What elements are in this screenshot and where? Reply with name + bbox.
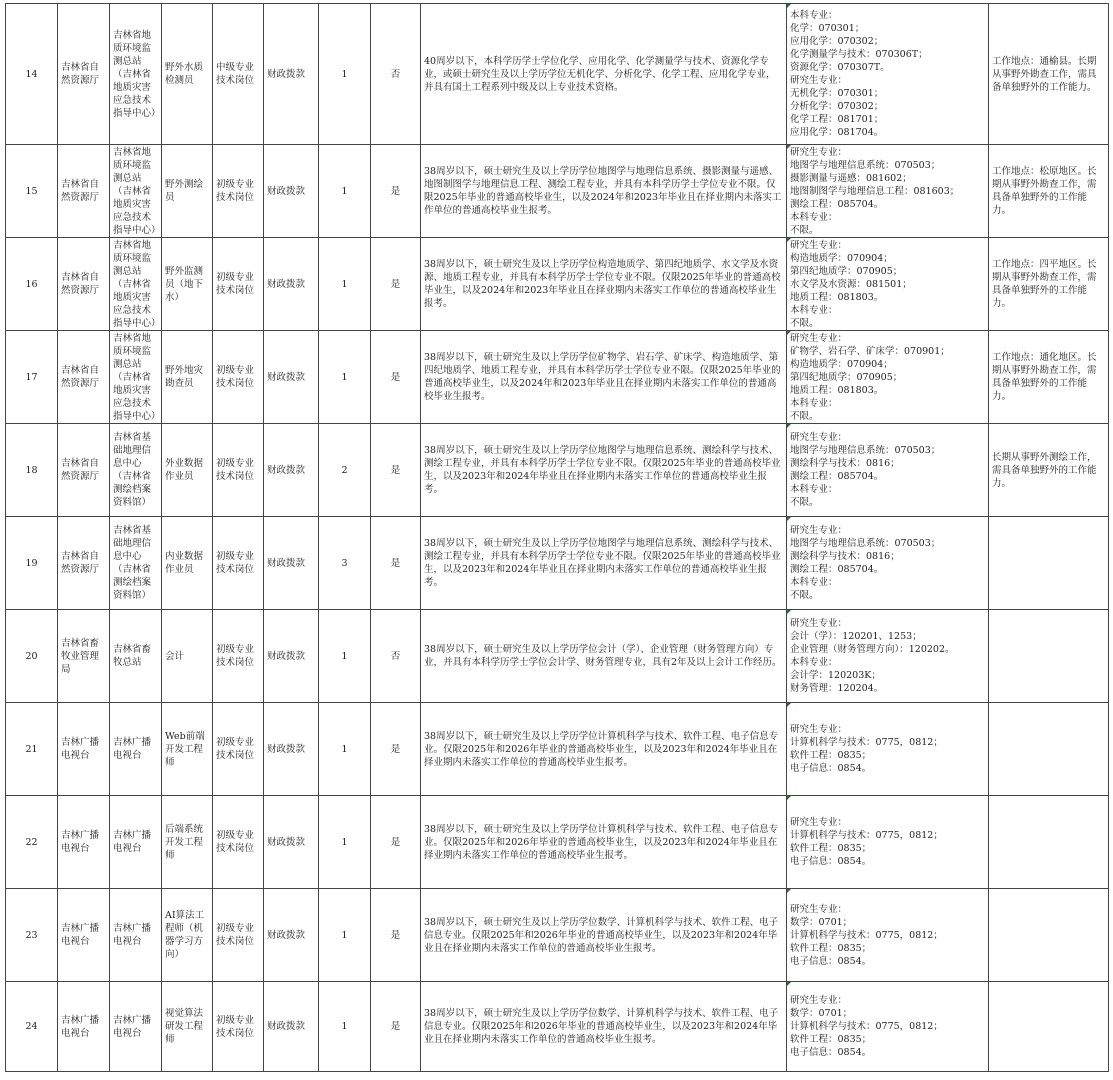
major-line: 应用化学：070302； xyxy=(790,36,884,47)
major-line: 应用化学：081704。 xyxy=(790,127,884,138)
major-line: 本科专业： xyxy=(790,211,838,223)
notes-cell: 工作地点：通榆县。长期从事野外勘查工作，需具备单独野外的工作能力。 xyxy=(989,4,1109,145)
major-line: 电子信息：0854。 xyxy=(790,763,872,774)
major-line: 计算机科学与技术：0775，0812； xyxy=(790,737,943,748)
table-body xyxy=(6,4,1109,1072)
seq-cell: 18 xyxy=(6,424,58,517)
major-line: 分析化学：070302； xyxy=(790,101,884,112)
unit-cell: 吉林省地质环境监测总站（吉林省地质灾害应急技术指导中心） xyxy=(110,238,162,331)
unit-cell: 吉林广播电视台 xyxy=(110,796,162,889)
major-line: 研究生专业： xyxy=(790,995,848,1006)
notes-cell: 工作地点：通化地区。长期从事野外勘查工作，需具备单独野外的工作能力。 xyxy=(989,331,1109,424)
graduate-only-cell: 是 xyxy=(371,796,421,889)
major-line: 化学工程：081701； xyxy=(790,114,884,125)
funding-type-cell: 财政拨款 xyxy=(264,238,319,331)
major-line: 地质工程：081803。 xyxy=(790,291,884,303)
headcount-cell: 1 xyxy=(319,331,371,424)
major-line: 计算机科学与技术：0775，0812； xyxy=(790,929,943,941)
headcount-cell: 1 xyxy=(319,238,371,331)
funding-type-cell: 财政拨款 xyxy=(264,889,319,982)
major-line: 测绘工程：085704。 xyxy=(790,564,884,575)
major-line: 电子信息：0854。 xyxy=(790,856,872,867)
position-name-cell: AI算法工程师（机器学习方向） xyxy=(162,889,213,982)
majors-cell xyxy=(787,517,989,610)
headcount-cell: 1 xyxy=(319,4,371,145)
position-category-cell: 中级专业技术岗位 xyxy=(213,4,264,145)
position-category-cell: 初级专业技术岗位 xyxy=(213,796,264,889)
position-category-cell: 初级专业技术岗位 xyxy=(213,610,264,703)
major-line: 不限。 xyxy=(790,224,819,236)
requirements-cell: 38周岁以下，硕士研究生及以上学历学位计算机科学与技术、软件工程、电子信息专业。仅限2025年和2026年毕业的普通高校毕业生，以及2023年和2024年毕业且在择业期内未落实工作单位的普通高校毕业生报考。 xyxy=(421,796,787,889)
major-line: 本科专业： xyxy=(790,484,838,495)
position-name-cell: 内业数据作业员 xyxy=(162,517,213,610)
position-category-cell: 初级专业技术岗位 xyxy=(213,517,264,610)
position-category-cell: 初级专业技术岗位 xyxy=(213,703,264,796)
notes-cell xyxy=(989,517,1109,610)
requirements-cell: 38周岁以下，硕士研究生及以上学历学位地图学与地理信息系统、摄影测量与遥感、地图制图学与地理信息工程、测绘工程专业，并具有本科学历学士学位专业不限。仅限2025年毕业的普通高校毕业生，以及2024年和2023年毕业且在择业期内未落实工作单位的普通高校毕业生报考。 xyxy=(421,145,787,238)
graduate-only-cell: 否 xyxy=(371,4,421,145)
major-line: 研究生专业： xyxy=(790,525,848,536)
seq-cell: 22 xyxy=(6,796,58,889)
table-row xyxy=(6,4,1109,145)
table-row xyxy=(6,610,1109,703)
requirements-cell: 38周岁以下，硕士研究生及以上学历学位会计（学）、企业管理（财务管理方向）专业，并具有本科学历学士学位会计学、财务管理专业，具有2年及以上会计工作经历。 xyxy=(421,610,787,703)
graduate-only-cell: 是 xyxy=(371,145,421,238)
major-line: 电子信息：0854。 xyxy=(790,1047,872,1058)
majors-cell xyxy=(787,703,989,796)
major-line: 研究生专业： xyxy=(790,239,848,251)
funding-type-cell: 财政拨款 xyxy=(264,982,319,1072)
recruitment-table xyxy=(5,3,1109,1072)
major-line: 地图制图学与地理信息工程：081603； xyxy=(790,185,960,197)
funding-type-cell: 财政拨款 xyxy=(264,4,319,145)
unit-cell: 吉林广播电视台 xyxy=(110,889,162,982)
funding-type-cell: 财政拨款 xyxy=(264,610,319,703)
table-row xyxy=(6,796,1109,889)
unit-cell: 吉林省基础地理信息中心（吉林省测绘档案资料馆） xyxy=(110,517,162,610)
headcount-cell: 1 xyxy=(319,982,371,1072)
major-line: 软件工程：0835； xyxy=(790,1034,872,1045)
major-line: 测绘工程：085704。 xyxy=(790,471,884,482)
requirements-cell: 40周岁以下，本科学历学士学位化学、应用化学、化学测量学与技术、资源化学专业，或硕士研究生及以上学历学位无机化学、分析化学、化学工程、应用化学专业，并具有国土工程系列中级及以上专业技术资格。 xyxy=(421,4,787,145)
seq-cell: 17 xyxy=(6,331,58,424)
funding-type-cell: 财政拨款 xyxy=(264,145,319,238)
major-line: 地图学与地理信息系统：070503； xyxy=(790,159,941,171)
graduate-only-cell: 是 xyxy=(371,982,421,1072)
headcount-cell: 3 xyxy=(319,517,371,610)
graduate-only-cell: 否 xyxy=(371,610,421,703)
unit-cell: 吉林省畜牧总站 xyxy=(110,610,162,703)
department-cell: 吉林省自然资源厅 xyxy=(58,145,110,238)
unit-cell: 吉林省地质环境监测总站（吉林省地质灾害应急技术指导中心） xyxy=(110,145,162,238)
headcount-cell: 2 xyxy=(319,424,371,517)
department-cell: 吉林省自然资源厅 xyxy=(58,424,110,517)
headcount-cell: 1 xyxy=(319,889,371,982)
funding-type-cell: 财政拨款 xyxy=(264,517,319,610)
department-cell: 吉林广播电视台 xyxy=(58,889,110,982)
major-line: 构造地质学：070904； xyxy=(790,358,893,370)
major-line: 水文学及水资源：081501； xyxy=(790,278,912,290)
major-line: 研究生专业： xyxy=(790,332,848,344)
department-cell: 吉林省自然资源厅 xyxy=(58,4,110,145)
position-name-cell: 视觉算法研发工程师 xyxy=(162,982,213,1072)
position-category-cell: 初级专业技术岗位 xyxy=(213,424,264,517)
unit-cell: 吉林省基础地理信息中心（吉林省测绘档案资料馆） xyxy=(110,424,162,517)
major-line: 构造地质学：070904； xyxy=(790,252,893,264)
major-line: 研究生专业： xyxy=(790,432,848,443)
position-category-cell: 初级专业技术岗位 xyxy=(213,145,264,238)
headcount-cell: 1 xyxy=(319,703,371,796)
funding-type-cell: 财政拨款 xyxy=(264,796,319,889)
major-line: 化学：070301； xyxy=(790,23,865,34)
headcount-cell: 1 xyxy=(319,796,371,889)
requirements-cell: 38周岁以下，硕士研究生及以上学历学位地图学与地理信息系统、测绘科学与技术、测绘工程专业，并具有本科学历学士学位专业不限。仅限2025年毕业的普通高校毕业生，以及2023年和2024年毕业且在择业期内未落实工作单位的普通高校毕业生报考。 xyxy=(421,424,787,517)
major-line: 第四纪地质学：070905； xyxy=(790,265,903,277)
major-line: 本科专业： xyxy=(790,397,838,409)
major-line: 测绘科学与技术：0816； xyxy=(790,551,900,562)
table-row xyxy=(6,331,1109,424)
seq-cell: 23 xyxy=(6,889,58,982)
notes-cell: 工作地点：松原地区。长期从事野外勘查工作，需具备单独野外的工作能力。 xyxy=(989,145,1109,238)
notes-cell xyxy=(989,982,1109,1072)
majors-cell xyxy=(787,796,989,889)
major-line: 企业管理（财务管理方向）：120202。 xyxy=(790,644,955,655)
table-row xyxy=(6,238,1109,331)
notes-cell xyxy=(989,796,1109,889)
table-row xyxy=(6,424,1109,517)
major-line: 不限。 xyxy=(790,590,819,601)
requirements-cell: 38周岁以下，硕士研究生及以上学历学位矿物学、岩石学、矿床学、构造地质学、第四纪地质学、地质工程专业，并具有本科学历学士学位专业不限。仅限2025年毕业的普通高校毕业生，以及2024年和2023年毕业且在择业期内未落实工作单位的普通高校毕业生报考。 xyxy=(421,331,787,424)
majors-cell xyxy=(787,4,989,145)
unit-cell: 吉林省地质环境监测总站（吉林省地质灾害应急技术指导中心） xyxy=(110,331,162,424)
graduate-only-cell: 是 xyxy=(371,703,421,796)
table-row xyxy=(6,889,1109,982)
requirements-cell: 38周岁以下，硕士研究生及以上学历学位地图学与地理信息系统、测绘科学与技术、测绘工程专业，并具有本科学历学士学位专业不限。仅限2025年毕业的普通高校毕业生，以及2023年和2024年毕业且在择业期内未落实工作单位的普通高校毕业生报考。 xyxy=(421,517,787,610)
major-line: 地图学与地理信息系统：070503； xyxy=(790,445,941,456)
major-line: 地图学与地理信息系统：070503； xyxy=(790,538,941,549)
seq-cell: 21 xyxy=(6,703,58,796)
position-name-cell: Web前端开发工程师 xyxy=(162,703,213,796)
position-name-cell: 后端系统开发工程师 xyxy=(162,796,213,889)
seq-cell: 14 xyxy=(6,4,58,145)
unit-cell: 吉林广播电视台 xyxy=(110,982,162,1072)
major-line: 不限。 xyxy=(790,497,819,508)
table-row xyxy=(6,982,1109,1072)
major-line: 本科专业： xyxy=(790,304,838,316)
requirements-cell: 38周岁以下，硕士研究生及以上学历学位数学、计算机科学与技术、软件工程、电子信息专业。仅限2025年和2026年毕业的普通高校毕业生，以及2023年和2024年毕业且在择业期内未落实工作单位的普通高校毕业生报考。 xyxy=(421,889,787,982)
major-line: 本科专业： xyxy=(790,657,838,668)
graduate-only-cell: 是 xyxy=(371,331,421,424)
department-cell: 吉林省畜牧业管理局 xyxy=(58,610,110,703)
requirements-cell: 38周岁以下，硕士研究生及以上学历学位计算机科学与技术、软件工程、电子信息专业。仅限2025年和2026年毕业的普通高校毕业生，以及2023年和2024年毕业且在择业期内未落实工作单位的普通高校毕业生报考。 xyxy=(421,703,787,796)
major-line: 计算机科学与技术：0775，0812； xyxy=(790,1021,943,1032)
department-cell: 吉林省自然资源厅 xyxy=(58,238,110,331)
unit-cell: 吉林广播电视台 xyxy=(110,703,162,796)
position-category-cell: 初级专业技术岗位 xyxy=(213,889,264,982)
seq-cell: 16 xyxy=(6,238,58,331)
position-name-cell: 野外监测员（地下水） xyxy=(162,238,213,331)
table-row xyxy=(6,703,1109,796)
majors-cell xyxy=(787,331,989,424)
graduate-only-cell: 是 xyxy=(371,889,421,982)
major-line: 研究生专业： xyxy=(790,618,848,629)
seq-cell: 15 xyxy=(6,145,58,238)
requirements-cell: 38周岁以下，硕士研究生及以上学历学位构造地质学、第四纪地质学、水文学及水资源、地质工程专业，并具有本科学历学士学位专业不限。仅限2025年毕业的普通高校毕业生，以及2024年和2023年毕业且在择业期内未落实工作单位的普通高校毕业生报考。 xyxy=(421,238,787,331)
table-row xyxy=(6,517,1109,610)
major-line: 软件工程：0835； xyxy=(790,843,872,854)
notes-cell xyxy=(989,703,1109,796)
major-line: 数学：0701； xyxy=(790,916,853,928)
headcount-cell: 1 xyxy=(319,610,371,703)
major-line: 不限。 xyxy=(790,410,819,422)
department-cell: 吉林广播电视台 xyxy=(58,703,110,796)
table-row xyxy=(6,145,1109,238)
majors-cell xyxy=(787,610,989,703)
majors-cell xyxy=(787,145,989,238)
major-line: 资源化学：070307T。 xyxy=(790,62,890,73)
major-line: 无机化学：070301； xyxy=(790,88,884,99)
unit-cell: 吉林省地质环境监测总站（吉林省地质灾害应急技术指导中心） xyxy=(110,4,162,145)
major-line: 测绘科学与技术：0816； xyxy=(790,458,900,469)
majors-cell xyxy=(787,982,989,1072)
major-line: 研究生专业： xyxy=(790,903,848,915)
notes-cell: 工作地点：四平地区。长期从事野外勘查工作，需具备单独野外的工作能力。 xyxy=(989,238,1109,331)
seq-cell: 24 xyxy=(6,982,58,1072)
department-cell: 吉林省自然资源厅 xyxy=(58,517,110,610)
major-line: 研究生专业： xyxy=(790,146,848,158)
major-line: 数学：0701； xyxy=(790,1008,853,1019)
department-cell: 吉林省自然资源厅 xyxy=(58,331,110,424)
graduate-only-cell: 是 xyxy=(371,424,421,517)
major-line: 摄影测量与遥感：081602； xyxy=(790,172,912,184)
position-category-cell: 初级专业技术岗位 xyxy=(213,238,264,331)
majors-cell xyxy=(787,238,989,331)
major-line: 本科专业： xyxy=(790,577,838,588)
requirements-cell: 38周岁以下，硕士研究生及以上学历学位数学、计算机科学与技术、软件工程、电子信息专业。仅限2025年和2026年毕业的普通高校毕业生，以及2023年和2024年毕业且在择业期内未落实工作单位的普通高校毕业生报考。 xyxy=(421,982,787,1072)
position-name-cell: 会计 xyxy=(162,610,213,703)
major-line: 电子信息：0854。 xyxy=(790,955,872,967)
major-line: 不限。 xyxy=(790,317,819,329)
funding-type-cell: 财政拨款 xyxy=(264,703,319,796)
major-line: 计算机科学与技术：0775，0812； xyxy=(790,830,943,841)
headcount-cell: 1 xyxy=(319,145,371,238)
major-line: 地质工程：081803。 xyxy=(790,384,884,396)
notes-cell: 长期从事野外测绘工作，需具备单独野外的工作能力。 xyxy=(989,424,1109,517)
notes-cell xyxy=(989,610,1109,703)
major-line: 化学测量学与技术：070306T； xyxy=(790,49,928,60)
major-line: 本科专业： xyxy=(790,10,838,21)
graduate-only-cell: 是 xyxy=(371,238,421,331)
major-line: 研究生专业： xyxy=(790,817,848,828)
major-line: 矿物学、岩石学、矿床学：070901； xyxy=(790,345,950,357)
major-line: 会计学：120203K； xyxy=(790,670,881,681)
department-cell: 吉林广播电视台 xyxy=(58,796,110,889)
position-name-cell: 野外水质检测员 xyxy=(162,4,213,145)
majors-cell xyxy=(787,889,989,982)
majors-cell xyxy=(787,424,989,517)
graduate-only-cell: 是 xyxy=(371,517,421,610)
seq-cell: 20 xyxy=(6,610,58,703)
department-cell: 吉林广播电视台 xyxy=(58,982,110,1072)
major-line: 第四纪地质学：070905； xyxy=(790,371,903,383)
position-name-cell: 野外地灾勘查员 xyxy=(162,331,213,424)
major-line: 财务管理：120204。 xyxy=(790,683,884,694)
major-line: 会计（学）：120201、1253； xyxy=(790,631,922,642)
funding-type-cell: 财政拨款 xyxy=(264,424,319,517)
position-name-cell: 外业数据作业员 xyxy=(162,424,213,517)
position-category-cell: 初级专业技术岗位 xyxy=(213,331,264,424)
major-line: 研究生专业： xyxy=(790,724,848,735)
funding-type-cell: 财政拨款 xyxy=(264,331,319,424)
notes-cell xyxy=(989,889,1109,982)
major-line: 研究生专业： xyxy=(790,75,848,86)
major-line: 测绘工程：085704。 xyxy=(790,198,884,210)
major-line: 软件工程：0835； xyxy=(790,750,872,761)
major-line: 软件工程：0835； xyxy=(790,942,872,954)
position-category-cell: 初级专业技术岗位 xyxy=(213,982,264,1072)
position-name-cell: 野外测绘员 xyxy=(162,145,213,238)
seq-cell: 19 xyxy=(6,517,58,610)
